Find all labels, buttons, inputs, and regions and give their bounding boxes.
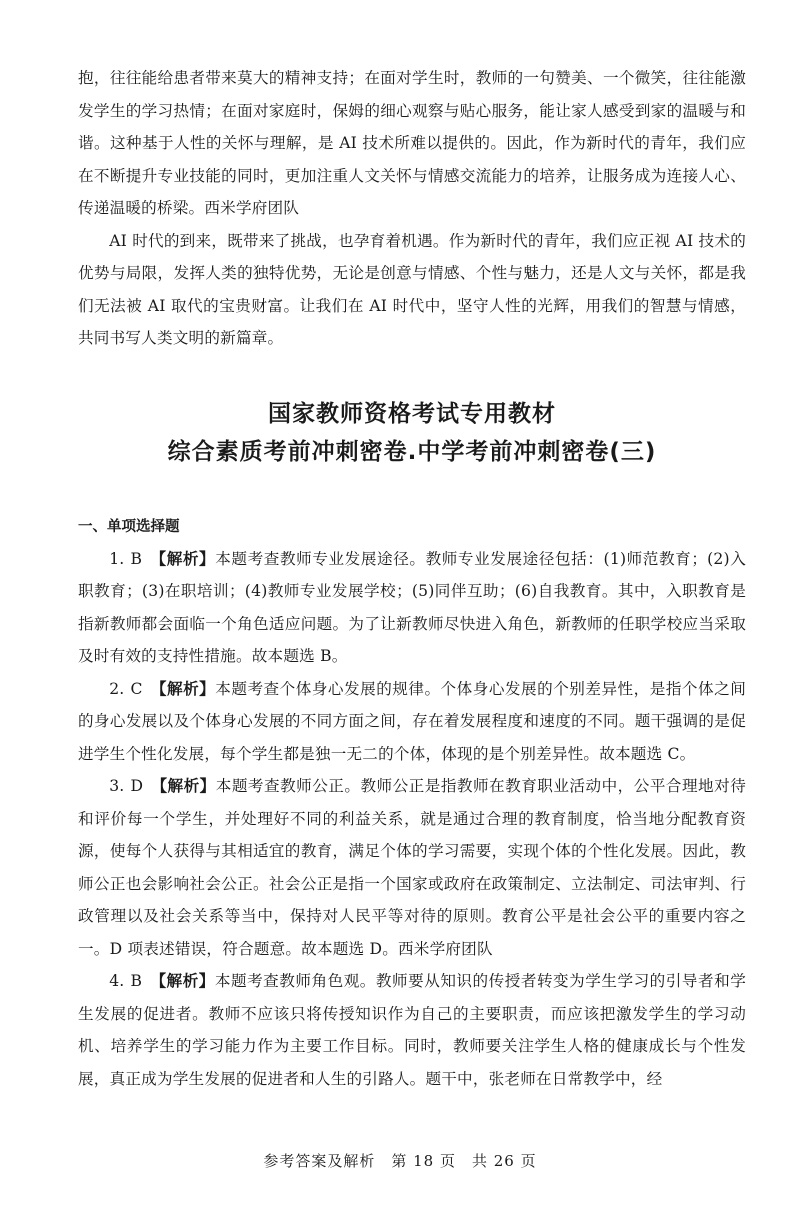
title-line-1: 国家教师资格考试专用教材 bbox=[268, 400, 556, 427]
analysis-tag: 【解析】 bbox=[151, 777, 216, 795]
question-1 bbox=[78, 543, 746, 673]
analysis-text: 本题考查教师专业发展途径。教师专业发展途径包括：(1)师范教育；(2)入职教育；(3)在职培训；(4)教师专业发展学校；(5)同伴互助；(6)自我教育。其中，入职教育是指新教师都会面临一个角色适应问题。为了让新教师尽快进入角色，新教师的任职学校应当采取及时有效的支持性措施。故本题选 B。 bbox=[78, 549, 746, 665]
analysis-tag: 【解析】 bbox=[150, 549, 216, 568]
question-4 bbox=[78, 965, 746, 1095]
title-line-2: 综合素质考前冲刺密卷.中学考前冲刺密卷(三) bbox=[167, 438, 657, 465]
question-number: 2. bbox=[109, 679, 125, 698]
section-title bbox=[78, 395, 746, 471]
question-2 bbox=[78, 673, 746, 771]
answer-letter: D bbox=[130, 777, 144, 795]
question-3 bbox=[78, 770, 746, 965]
answer-letter: B bbox=[130, 972, 143, 990]
document-page bbox=[78, 62, 746, 1095]
analysis-tag: 【解析】 bbox=[150, 972, 215, 990]
section-heading: 一、单项选择题 bbox=[78, 518, 180, 535]
analysis-text: 本题考查教师角色观。教师要从知识的传授者转变为学生学习的引导者和学生发展的促进者。教师不应该只将传授知识作为自己的主要职责，而应该把激发学生的学习动机、培养学生的学习能力作为主要工作目标。同时，教师要关注学生人格的健康成长与个性发展，真正成为学生发展的促进者和人生的引路人。题干中，张老师在日常教学中，经 bbox=[78, 972, 746, 1088]
question-number: 3. bbox=[109, 777, 125, 795]
analysis-text: 本题考查个体身心发展的规律。个体身心发展的个别差异性，是指个体之间的身心发展以及个体身心发展的不同方面之间，存在着发展程度和速度的不同。题干强调的是促进学生个性化发展，每个学生都是独一无二的个体，体现的是个别差异性。故本题选 C。 bbox=[78, 679, 746, 763]
intro-paragraph-1: 抱，往往能给患者带来莫大的精神支持；在面对学生时，教师的一句赞美、一个微笑，往往能激发学生的学习热情；在面对家庭时，保姆的细心观察与贴心服务，能让家人感受到家的温暖与和谐。这种基于人性的关怀与理解，是 AI 技术所难以提供的。因此，作为新时代的青年，我们应在不断提升专业技能的同时，更加注重人文关怀与情感交流能力的培养，让服务成为连接人心、传递温暖的桥梁。西米学府团队 bbox=[78, 69, 746, 217]
question-number: 1. bbox=[109, 549, 125, 568]
intro-paragraph-2: AI 时代的到来，既带来了挑战，也孕育着机遇。作为新时代的青年，我们应正视 AI 技术的优势与局限，发挥人类的独特优势，无论是创意与情感、个性与魅力，还是人文与关怀，都是我们无法被 AI 取代的宝贵财富。让我们在 AI 时代中，坚守人性的光辉，用我们的智慧与情感，共同书写人类文明的新篇章。 bbox=[78, 231, 746, 347]
analysis-text: 本题考查教师公正。教师公正是指教师在教育职业活动中，公平合理地对待和评价每一个学生，并处理好不同的利益关系，就是通过合理的教育制度，恰当地分配教育资源，使每个人获得与其相适宜的教育，满足个体的学习需要，实现个体的个性化发展。因此，教师公正也会影响社会公正。社会公正是指一个国家或政府在政策制定、立法制定、司法审判、行政管理以及社会关系等当中，保持对人民平等对待的原则。教育公平是社会公平的重要内容之一。D 项表述错误，符合题意。故本题选 D。西米学府团队 bbox=[78, 777, 746, 958]
analysis-tag: 【解析】 bbox=[150, 679, 216, 698]
page-footer: 参考答案及解析 第 18 页 共 26 页 bbox=[263, 1152, 537, 1170]
question-number: 4. bbox=[109, 972, 125, 990]
answer-letter: C bbox=[130, 679, 143, 698]
answer-letter: B bbox=[130, 549, 143, 568]
